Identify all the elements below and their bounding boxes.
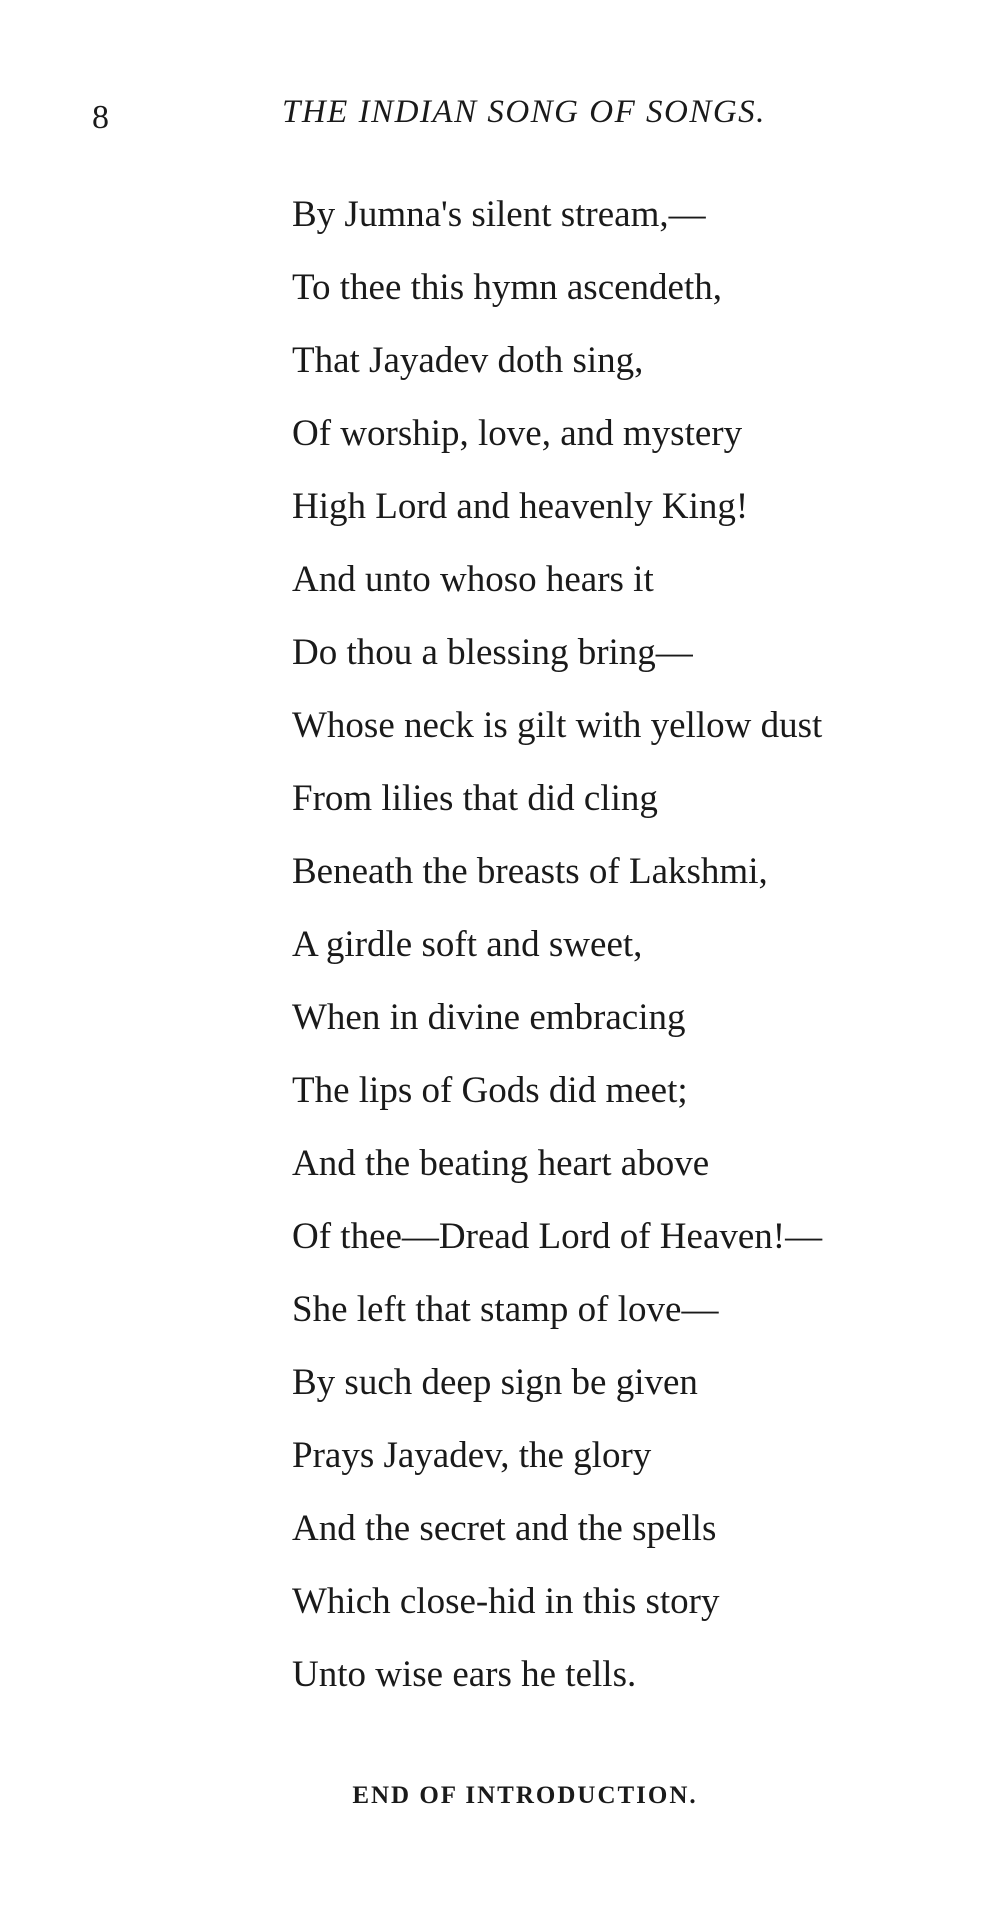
poem-line: When in divine embracing <box>292 997 686 1038</box>
running-title: THE INDIAN SONG OF SONGS. <box>282 94 766 130</box>
poem-line: And unto whoso hears it <box>292 559 654 600</box>
poem-line: Which close-hid in this story <box>292 1581 720 1622</box>
poem-line: The lips of Gods did meet; <box>292 1070 688 1111</box>
poem-line: Do thou a blessing bring— <box>292 632 693 673</box>
poem-line: Whose neck is gilt with yellow dust <box>292 705 823 746</box>
poem-line: Of thee—Dread Lord of Heaven!— <box>292 1216 823 1257</box>
poem-line: Prays Jayadev, the glory <box>292 1435 652 1476</box>
poem-line: That Jayadev doth sing, <box>292 340 644 381</box>
poem-line: By such deep sign be given <box>292 1362 698 1403</box>
poem-line: And the beating heart above <box>292 1143 710 1184</box>
poem-line: A girdle soft and sweet, <box>292 924 643 965</box>
poem-line: High Lord and heavenly King! <box>292 486 749 527</box>
poem-line: And the secret and the spells <box>292 1508 717 1549</box>
poem-line: By Jumna's silent stream,— <box>292 194 706 235</box>
poem-line: Of worship, love, and mystery <box>292 413 743 454</box>
end-of-introduction-note: END OF INTRODUCTION. <box>352 1782 698 1809</box>
poem-line: To thee this hymn ascendeth, <box>292 267 722 308</box>
page-number: 8 <box>92 99 109 136</box>
poem-lines <box>292 178 822 1711</box>
poem-line: She left that stamp of love— <box>292 1289 719 1330</box>
poem-line: Beneath the breasts of Lakshmi, <box>292 851 768 892</box>
poem-line: From lilies that did cling <box>292 778 658 819</box>
poem-line: Unto wise ears he tells. <box>292 1654 637 1695</box>
